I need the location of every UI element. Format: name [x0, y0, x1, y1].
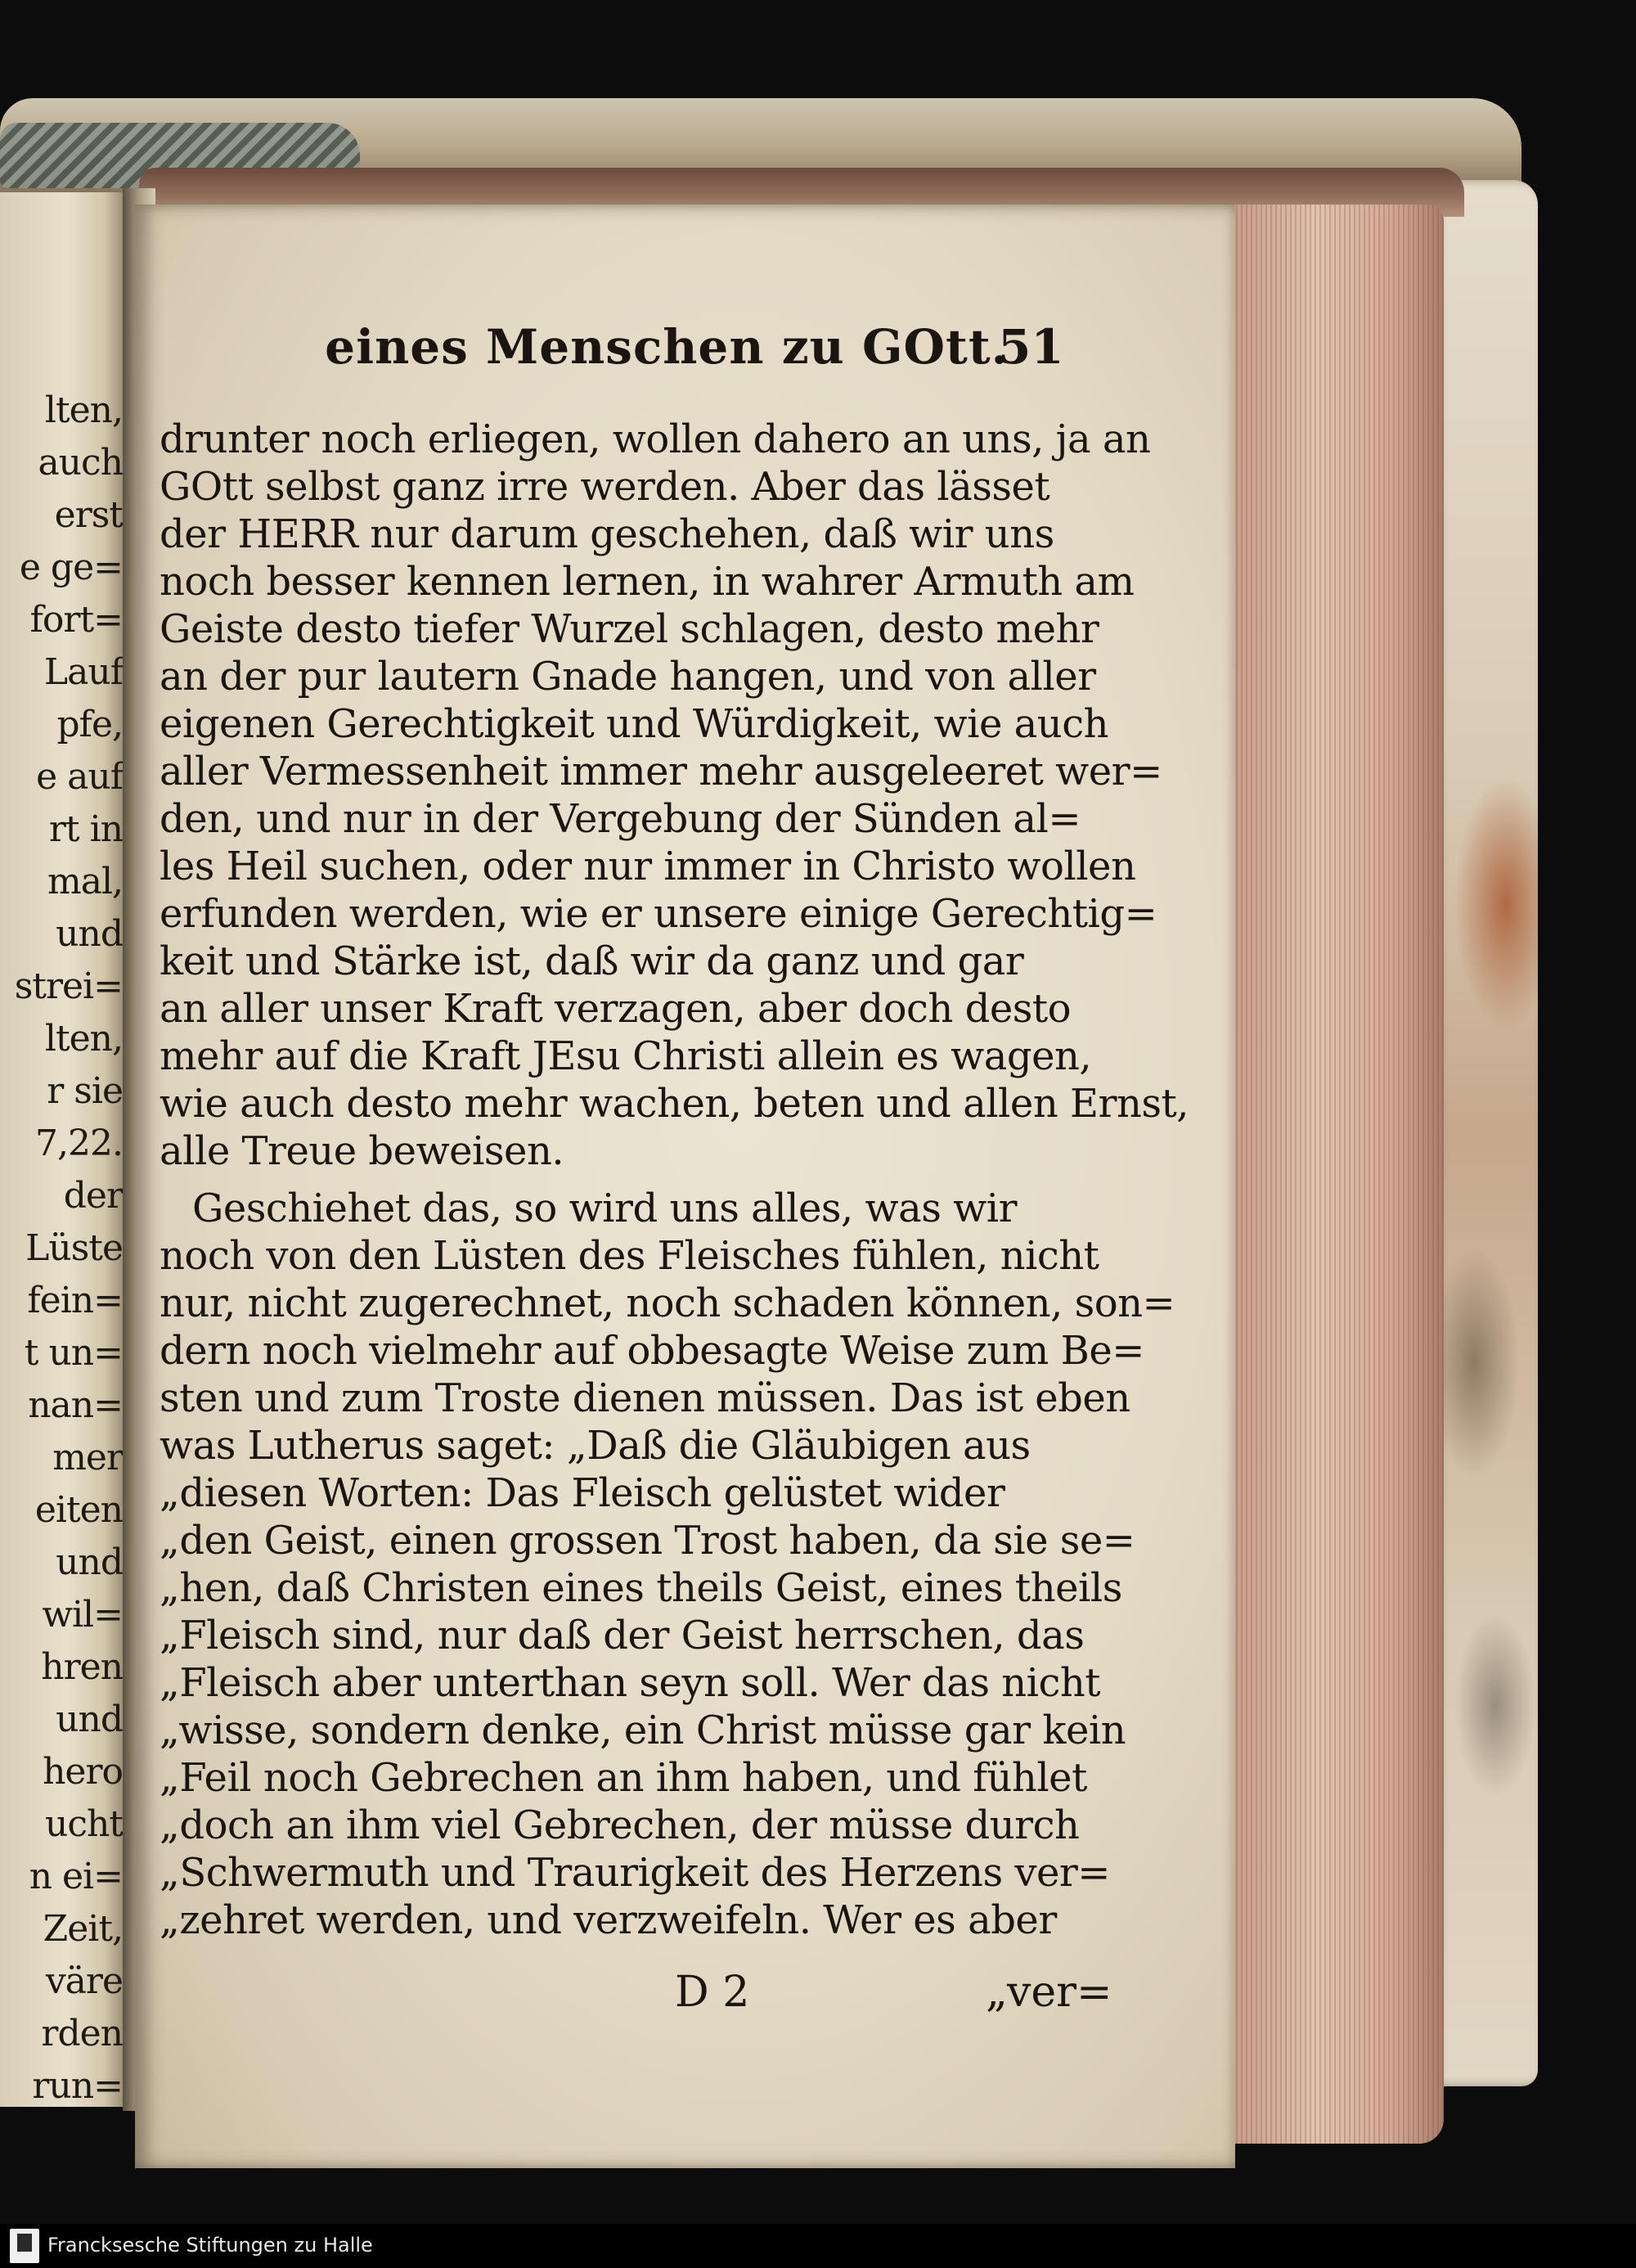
- left-page-fragment: Zeit,: [43, 1908, 123, 1950]
- left-page-fragment: eiten: [34, 1489, 123, 1531]
- left-page-fragment: rden: [41, 2013, 123, 2054]
- text-line: noch besser kennen lernen, in wahrer Armuth am: [160, 559, 1135, 605]
- text-line: keit und Stärke ist, daß wir da ganz und gar: [160, 938, 1024, 984]
- text-line: „wisse, sondern denke, ein Christ müsse gar kein: [160, 1708, 1126, 1753]
- text-line: an der pur lautern Gnade hangen, und von aller: [160, 654, 1096, 700]
- text-line: „Feil noch Gebrechen an ihm haben, und fühlet: [160, 1755, 1087, 1801]
- left-page-fragment: und: [56, 1541, 123, 1583]
- left-page-fragment: der: [63, 1175, 123, 1217]
- left-page-fragment: Lüste: [25, 1227, 123, 1269]
- text-line: alle Treue beweisen.: [160, 1128, 564, 1174]
- text-line: dern noch vielmehr auf obbesagte Weise zum Be=: [160, 1328, 1144, 1374]
- left-page-fragment: hren: [41, 1646, 123, 1688]
- left-page-fragment: wil=: [42, 1594, 123, 1636]
- text-line: „den Geist, einen grossen Trost haben, da sie se=: [160, 1518, 1135, 1564]
- text-line: was Lutherus saget: „Daß die Gläubigen aus: [160, 1423, 1031, 1469]
- text-line: „zehret werden, und verzweifeln. Wer es aber: [160, 1897, 1057, 1943]
- text-line: mehr auf die Kraft JEsu Christi allein es wagen,: [160, 1033, 1092, 1079]
- text-line: erfunden werden, wie er unsere einige Gerechtig=: [160, 891, 1157, 937]
- left-page-fragment: e auf: [36, 756, 123, 798]
- text-line: Geschiehet das, so wird uns alles, was wir: [192, 1186, 1018, 1231]
- marbled-cover-board: [1432, 180, 1538, 2086]
- text-line: drunter noch erliegen, wollen dahero an uns, ja an: [160, 416, 1151, 462]
- text-line: GOtt selbst ganz irre werden. Aber das lässet: [160, 464, 1050, 510]
- page-number: 51: [998, 319, 1064, 375]
- left-page-fragment: strei=: [14, 965, 123, 1007]
- footer-credit: Francksesche Stiftungen zu Halle: [47, 2234, 373, 2257]
- signature-mark: D 2: [675, 1968, 750, 2017]
- text-line: „Fleisch aber unterthan seyn soll. Wer das nicht: [160, 1660, 1101, 1706]
- left-page-fragment: fort=: [29, 599, 123, 641]
- left-page-fragment: t un=: [24, 1332, 123, 1374]
- text-line: „Fleisch sind, nur daß der Geist herrschen, das: [160, 1613, 1085, 1658]
- footer-bar: [0, 2224, 1636, 2268]
- text-line: eigenen Gerechtigkeit und Würdigkeit, wie auch: [160, 701, 1108, 747]
- text-line: „doch an ihm viel Gebrechen, der müsse durch: [160, 1802, 1080, 1848]
- text-line: den, und nur in der Vergebung der Sünden al=: [160, 796, 1081, 842]
- text-line: „hen, daß Christen eines theils Geist, eines theils: [160, 1565, 1122, 1611]
- text-line: sten und zum Troste dienen müssen. Das ist eben: [160, 1375, 1130, 1421]
- left-page-fragment: hero: [43, 1751, 123, 1793]
- left-page-fragment: Lauf: [43, 651, 123, 693]
- catchword: „ver=: [986, 1968, 1112, 2017]
- institution-logo-icon: [10, 2229, 39, 2263]
- left-page-fragment: und: [56, 1699, 123, 1740]
- text-line: les Heil suchen, oder nur immer in Christo wollen: [160, 844, 1136, 889]
- text-line: wie auch desto mehr wachen, beten und allen Ernst,: [160, 1081, 1189, 1127]
- left-page-fragment: run=: [32, 2065, 123, 2107]
- left-page-fragment: lten,: [44, 1018, 123, 1060]
- left-page-fragment: nan=: [28, 1384, 123, 1426]
- page: [135, 205, 1235, 2168]
- left-page-fragment: mal,: [47, 861, 123, 902]
- left-page-edge: [0, 192, 123, 2107]
- left-page-fragment: väre: [45, 1960, 123, 2002]
- left-page-fragment: r sie: [47, 1070, 123, 1112]
- left-page-fragment: lten,: [44, 389, 123, 431]
- text-line: an aller unser Kraft verzagen, aber doch desto: [160, 986, 1072, 1032]
- left-page-fragment: und: [56, 913, 123, 955]
- text-line: nur, nicht zugerechnet, noch schaden können, son=: [160, 1280, 1175, 1326]
- text-line: noch von den Lüsten des Fleisches fühlen, nicht: [160, 1233, 1099, 1279]
- left-page-fragment: e ge=: [19, 547, 123, 588]
- page-fore-edge: [1231, 205, 1444, 2144]
- left-page-fragment: auch: [38, 442, 123, 484]
- text-line: „Schwermuth und Traurigkeit des Herzens ver=: [160, 1850, 1111, 1896]
- left-page-fragment: fein=: [27, 1280, 123, 1321]
- left-page-fragment: mer: [52, 1437, 123, 1478]
- left-page-fragment: pfe,: [56, 704, 123, 745]
- text-line: aller Vermessenheit immer mehr ausgeleeret wer=: [160, 749, 1162, 794]
- text-line: der HERR nur darum geschehen, daß wir uns: [160, 511, 1054, 557]
- left-page-fragment: rt in: [48, 808, 123, 850]
- text-line: Geiste desto tiefer Wurzel schlagen, desto mehr: [160, 606, 1099, 652]
- left-page-fragment: erst: [54, 494, 123, 536]
- left-page-fragment: 7,22.: [35, 1123, 123, 1164]
- left-page-fragment: ucht: [45, 1803, 123, 1845]
- text-line: „diesen Worten: Das Fleisch gelüstet wider: [160, 1470, 1005, 1516]
- running-head: eines Menschen zu GOtt.: [325, 319, 1009, 375]
- left-page-fragment: n ei=: [29, 1856, 123, 1897]
